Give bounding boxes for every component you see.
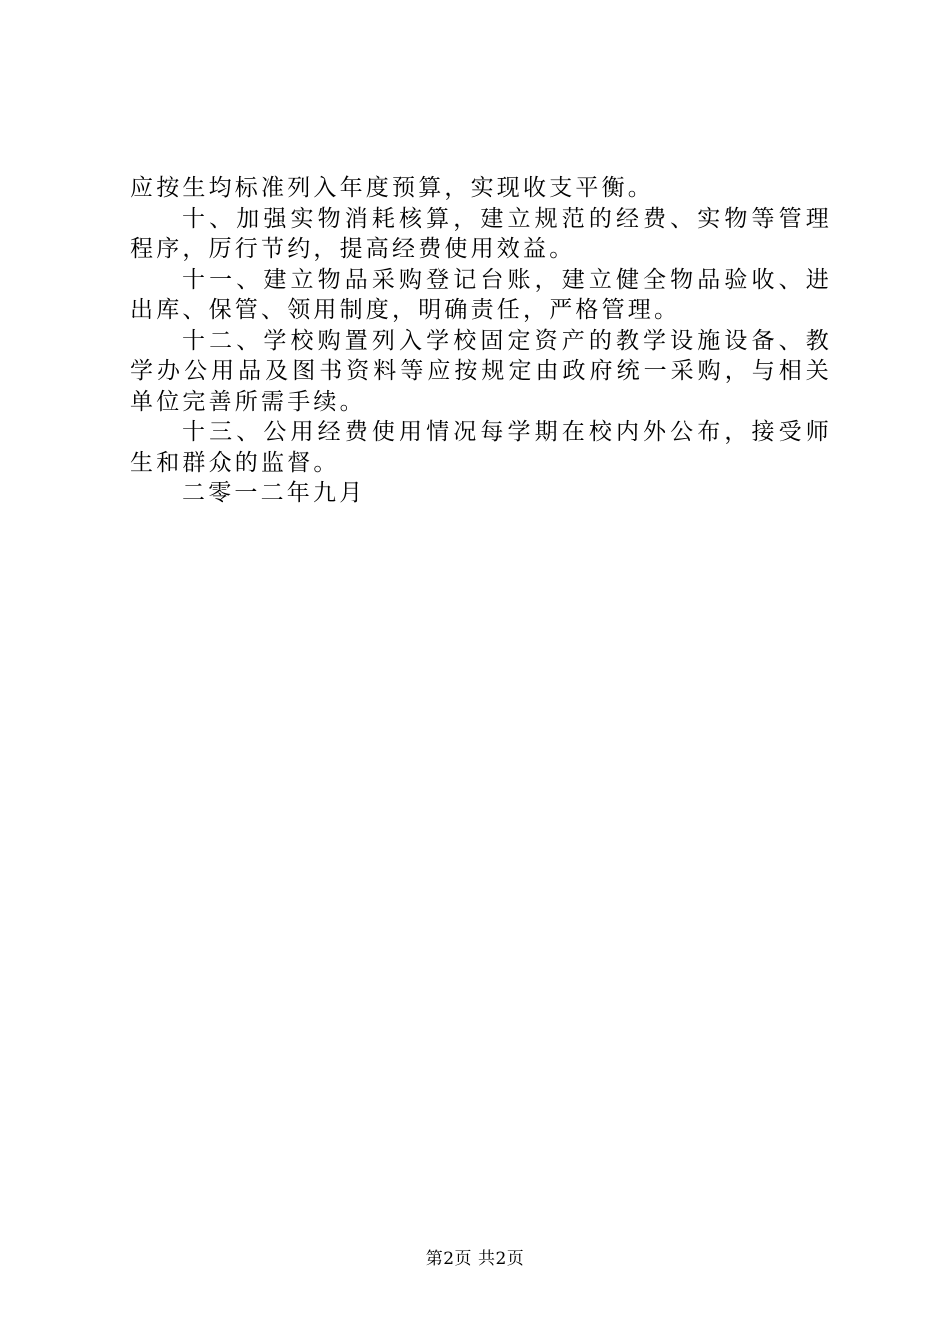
paragraph-item-11: 十一、建立物品采购登记台账，建立健全物品验收、进出库、保管、领用制度，明确责任，严格管理。 [130,266,832,323]
paragraph-item-13: 十三、公用经费使用情况每学期在校内外公布，接受师生和群众的监督。 [130,419,832,476]
page-number-footer: 第2页 共2页 [425,1249,525,1269]
paragraph-continuation: 应按生均标准列入年度预算，实现收支平衡。 [130,175,654,201]
paragraph-item-12: 十二、学校购置列入学校固定资产的教学设施设备、教学办公用品及图书资料等应按规定由政府统一采购，与相关单位完善所需手续。 [130,327,832,415]
document-body [130,173,832,509]
document-date: 二零一二年九月 [182,480,366,506]
paragraph-item-10: 十、加强实物消耗核算，建立规范的经费、实物等管理程序，厉行节约，提高经费使用效益。 [130,205,832,262]
